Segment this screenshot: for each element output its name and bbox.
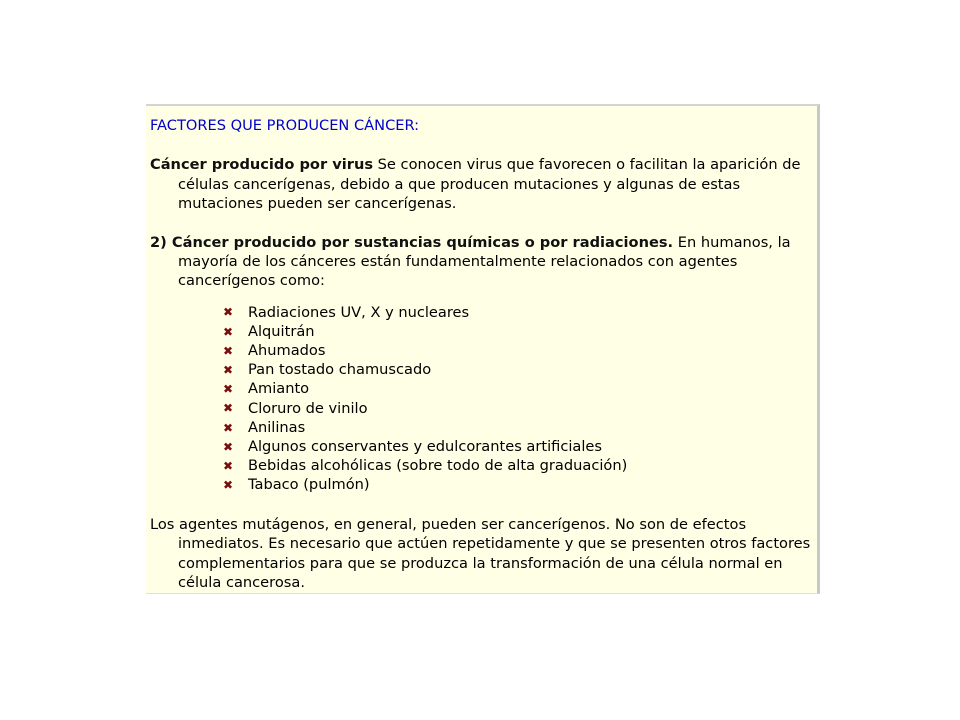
agents-list — [150, 303, 814, 495]
chemical-paragraph — [150, 233, 814, 291]
list-item — [222, 341, 814, 360]
cross-mark-icon: ✖ — [222, 401, 234, 416]
virus-heading: Cáncer producido por virus — [150, 156, 374, 174]
agent-label: Cloruro de vinilo — [248, 399, 368, 417]
cross-mark-icon: ✖ — [222, 363, 234, 377]
list-item — [222, 418, 814, 437]
list-item — [222, 322, 814, 341]
agent-label: Anilinas — [248, 418, 306, 436]
list-item — [222, 437, 814, 456]
content-body — [150, 116, 814, 592]
cross-mark-icon: ✖ — [222, 439, 234, 454]
list-item — [222, 380, 814, 399]
list-item — [222, 476, 814, 495]
cross-mark-icon: ✖ — [222, 458, 234, 473]
agent-label: Amianto — [248, 380, 310, 398]
cross-mark-icon: ✖ — [222, 305, 234, 320]
chemical-heading: 2) Cáncer producido por sustancias químicas o por radiaciones. — [150, 233, 674, 251]
agent-label: Bebidas alcohólicas (sobre todo de alta graduación) — [248, 457, 628, 475]
agent-label: Radiaciones UV, X y nucleares — [248, 303, 470, 321]
cross-mark-icon: ✖ — [222, 382, 234, 397]
closing-paragraph: Los agentes mutágenos, en general, pueden ser cancerígenos. No son de efectos inmediatos. Es necesario que actúen repetidamente y que se presenten otros factores complementarios para que se produzca la transformación de una célula normal en célula cancerosa. — [150, 515, 811, 591]
chemical-text: En humanos, la mayoría de los cánceres están fundamentalmente relacionados con agentes cancerígenos como: — [178, 233, 791, 290]
cross-mark-icon: ✖ — [222, 324, 234, 339]
content-panel — [146, 104, 820, 594]
list-item — [222, 303, 814, 322]
cross-mark-icon: ✖ — [222, 343, 234, 358]
list-item — [222, 399, 814, 418]
list-item — [222, 456, 814, 475]
cross-mark-icon: ✖ — [222, 420, 234, 435]
agent-label: Tabaco (pulmón) — [248, 476, 370, 494]
cross-mark-icon: ✖ — [222, 478, 234, 493]
agent-label: Algunos conservantes y edulcorantes artificiales — [248, 438, 603, 456]
list-item — [222, 360, 814, 379]
virus-paragraph — [150, 155, 814, 213]
page-title: FACTORES QUE PRODUCEN CÁNCER: — [150, 117, 420, 134]
agent-label: Alquitrán — [248, 322, 315, 340]
agent-label: Ahumados — [248, 342, 326, 360]
agent-label: Pan tostado chamuscado — [248, 361, 432, 379]
virus-text: Se conocen virus que favorecen o facilitan la aparición de células cancerígenas, debido a que producen mutaciones y algunas de estas mutaciones pueden ser cancerígenas. — [178, 156, 801, 213]
